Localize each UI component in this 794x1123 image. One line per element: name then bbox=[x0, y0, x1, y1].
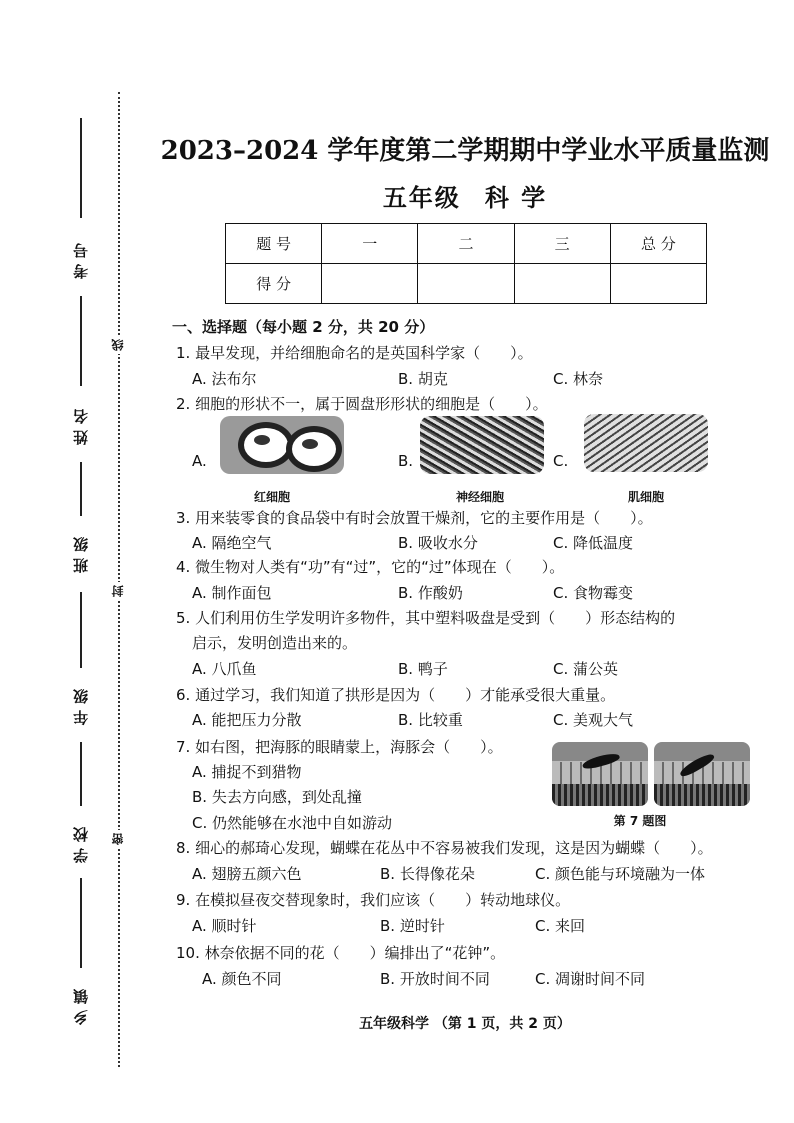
score-table bbox=[225, 223, 707, 304]
score-header-part-1: 一 bbox=[322, 224, 418, 264]
q10-option-a[interactable]: A. 颜色不同 bbox=[202, 970, 282, 988]
q6-option-b[interactable]: B. 比较重 bbox=[398, 711, 463, 729]
q1-option-c[interactable]: C. 林奈 bbox=[553, 370, 604, 388]
score-cell-part-3[interactable] bbox=[514, 264, 610, 304]
township-label: 乡镇 bbox=[72, 983, 90, 1025]
question-6: 6. 通过学习，我们知道了拱形是因为（ ）才能承受很大重量。 bbox=[176, 686, 616, 704]
name-rule bbox=[80, 296, 82, 386]
pool-water bbox=[552, 784, 648, 806]
q9-option-a[interactable]: A. 顺时针 bbox=[192, 917, 257, 935]
grade-rule bbox=[80, 592, 82, 668]
binding-char-seal: 封 bbox=[109, 582, 127, 600]
q2-caption-nerve-cell: 神经细胞 bbox=[455, 490, 504, 504]
section-heading: 一、选择题（每小题 2 分，共 20 分） bbox=[172, 318, 435, 336]
q3-option-a[interactable]: A. 隔绝空气 bbox=[192, 534, 272, 552]
q6-option-c[interactable]: C. 美观大气 bbox=[553, 711, 634, 729]
school-label: 学校 bbox=[72, 821, 90, 863]
pool-water bbox=[654, 784, 750, 806]
score-header-item-no: 题 号 bbox=[226, 224, 322, 264]
rbc-shape bbox=[286, 426, 342, 472]
q1-option-a[interactable]: A. 法布尔 bbox=[192, 370, 257, 388]
q6-option-a[interactable]: A. 能把压力分散 bbox=[192, 711, 302, 729]
q7-option-b[interactable]: B. 失去方向感，到处乱撞 bbox=[192, 788, 362, 806]
q4-option-b[interactable]: B. 作酸奶 bbox=[398, 584, 463, 602]
q3-option-c[interactable]: C. 降低温度 bbox=[553, 534, 634, 552]
q5-option-a[interactable]: A. 八爪鱼 bbox=[192, 660, 257, 678]
question-7: 7. 如右图，把海豚的眼睛蒙上，海豚会（ ）。 bbox=[176, 738, 503, 756]
question-3: 3. 用来装零食的食品袋中有时会放置干燥剂，它的主要作用是（ ）。 bbox=[176, 509, 653, 527]
score-row-label: 得 分 bbox=[226, 264, 322, 304]
dolphin-photo-1 bbox=[552, 742, 648, 806]
q2-option-c[interactable]: C. bbox=[553, 452, 569, 470]
question-5: 5. 人们利用仿生学发明许多物件，其中塑料吸盘是受到（ ）形态结构的 bbox=[176, 609, 676, 627]
score-cell-part-2[interactable] bbox=[418, 264, 514, 304]
q4-option-a[interactable]: A. 制作面包 bbox=[192, 584, 272, 602]
score-header-part-2: 二 bbox=[418, 224, 514, 264]
score-header-total: 总 分 bbox=[610, 224, 706, 264]
q1-option-b[interactable]: B. 胡克 bbox=[398, 370, 448, 388]
score-header-part-3: 三 bbox=[514, 224, 610, 264]
binding-char-line: 线 bbox=[109, 336, 127, 354]
q2-option-a[interactable]: A. bbox=[192, 452, 207, 470]
q9-option-b[interactable]: B. 逆时针 bbox=[380, 917, 445, 935]
class-rule bbox=[80, 462, 82, 516]
score-cell-part-1[interactable] bbox=[322, 264, 418, 304]
school-rule bbox=[80, 742, 82, 806]
subtitle-subject: 科 学 bbox=[484, 183, 548, 212]
q2-caption-red-cell: 红细胞 bbox=[253, 490, 290, 504]
township-rule bbox=[80, 878, 82, 968]
question-5-continued: 启示，发明创造出来的。 bbox=[192, 634, 358, 652]
q5-option-b[interactable]: B. 鸭子 bbox=[398, 660, 448, 678]
binding-dotted-line bbox=[118, 92, 120, 1067]
question-8: 8. 细心的郝琦心发现，蝴蝶在花丛中不容易被我们发现，这是因为蝴蝶（ ）。 bbox=[176, 839, 713, 857]
question-10: 10. 林奈依据不同的花（ ）编排出了“花钟”。 bbox=[176, 944, 506, 962]
q8-option-a[interactable]: A. 翅膀五颜六色 bbox=[192, 865, 302, 883]
q10-option-c[interactable]: C. 凋谢时间不同 bbox=[535, 970, 646, 988]
exam-number-label: 考号 bbox=[72, 237, 90, 279]
q8-option-b[interactable]: B. 长得像花朵 bbox=[380, 865, 475, 883]
dolphin-photo-2 bbox=[654, 742, 750, 806]
q10-option-b[interactable]: B. 开放时间不同 bbox=[380, 970, 490, 988]
q5-option-c[interactable]: C. 蒲公英 bbox=[553, 660, 619, 678]
q7-option-c[interactable]: C. 仍然能够在水池中自如游动 bbox=[192, 814, 393, 832]
q7-figure-caption: 第 7 题图 bbox=[613, 814, 667, 828]
q3-option-b[interactable]: B. 吸收水分 bbox=[398, 534, 478, 552]
q7-option-a[interactable]: A. 捕捉不到猎物 bbox=[192, 763, 302, 781]
exam-number-rule bbox=[80, 118, 82, 218]
score-table-header-row bbox=[226, 224, 707, 264]
q2-caption-muscle-cell: 肌细胞 bbox=[627, 490, 664, 504]
name-label: 姓名 bbox=[72, 403, 90, 445]
q4-option-c[interactable]: C. 食物霉变 bbox=[553, 584, 634, 602]
grade-label: 年级 bbox=[72, 683, 90, 725]
q8-option-c[interactable]: C. 颜色能与环境融为一体 bbox=[535, 865, 706, 883]
exam-subtitle bbox=[140, 178, 790, 213]
subtitle-grade: 五年级 bbox=[382, 183, 461, 212]
class-label: 班级 bbox=[72, 531, 90, 573]
q2-option-b[interactable]: B. bbox=[398, 452, 414, 470]
question-1: 1. 最早发现，并给细胞命名的是英国科学家（ ）。 bbox=[176, 344, 533, 362]
nerve-cell-image bbox=[420, 416, 544, 474]
red-blood-cell-image bbox=[220, 416, 344, 474]
question-9: 9. 在模拟昼夜交替现象时，我们应该（ ）转动地球仪。 bbox=[176, 891, 571, 909]
q9-option-c[interactable]: C. 来回 bbox=[535, 917, 586, 935]
exam-title: 2023–2024 学年度第二学期期中学业水平质量监测 bbox=[160, 136, 770, 166]
score-table-score-row bbox=[226, 264, 707, 304]
page-footer: 五年级科学 （第 1 页，共 2 页） bbox=[359, 1016, 571, 1032]
question-2: 2. 细胞的形状不一，属于圆盘形形状的细胞是（ ）。 bbox=[176, 395, 548, 413]
binding-char-secret: 密 bbox=[109, 830, 127, 848]
score-cell-total[interactable] bbox=[610, 264, 706, 304]
muscle-cell-image bbox=[584, 414, 708, 472]
question-4: 4. 微生物对人类有“功”有“过”，它的“过”体现在（ ）。 bbox=[176, 558, 565, 576]
